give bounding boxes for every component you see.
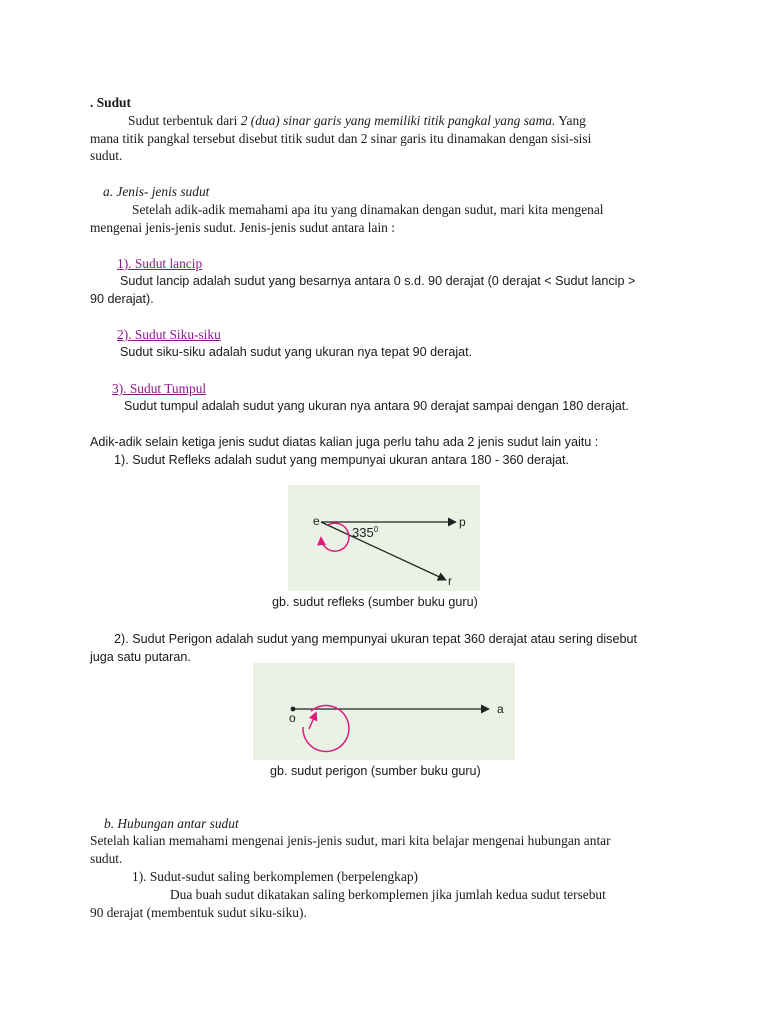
intro-text-c: Yang (555, 113, 586, 128)
intro-line-3: sudut. (90, 148, 123, 163)
perigon-angle-diagram (253, 663, 515, 760)
vertex-e-label: e (313, 514, 320, 528)
ray-p-label: p (459, 515, 466, 529)
subsection-b-p1: Setelah kalian memahami mengenai jenis-jenis sudut, mari kita belajar mengenai hubungan antar (90, 833, 611, 848)
fig2-caption: gb. sudut perigon (sumber buku guru) (270, 764, 481, 778)
perigon-arc-arrow (309, 713, 316, 729)
link-sudut-lancip[interactable]: 1). Sudut lancip (117, 256, 203, 271)
ray-r-label: r (448, 574, 452, 588)
reflex-angle-figure (288, 485, 480, 591)
fig1-caption: gb. sudut refleks (sumber buku guru) (272, 595, 478, 609)
subsection-a-p1: Setelah adik-adik memahami apa itu yang dinamakan dengan sudut, mari kita mengenal (132, 202, 604, 217)
perigon-desc-1: 2). Sudut Perigon adalah sudut yang mempunyai ukuran tepat 360 derajat atau sering disebut (114, 632, 637, 646)
komplemen-desc-1: Dua buah sudut dikatakan saling berkomplemen jika jumlah kedua sudut tersebut (170, 887, 606, 902)
subsection-b-p2: sudut. (90, 851, 123, 866)
lancip-desc-2: 90 derajat). (90, 292, 154, 306)
perigon-desc-2: juga satu putaran. (90, 650, 191, 664)
angle-value-label: $335^0$ (352, 525, 379, 540)
siku-desc-1: Sudut siku-siku adalah sudut yang ukuran nya tepat 90 derajat. (120, 345, 473, 359)
other-angles-intro: Adik-adik selain ketiga jenis sudut diatas kalian juga perlu tahu ada 2 jenis sudut lain yaitu : (90, 435, 599, 449)
subsection-b-heading: b. Hubungan antar sudut (104, 816, 239, 831)
refleks-desc: 1). Sudut Refleks adalah sudut yang mempunyai ukuran antara 180 - 360 derajat. (114, 453, 570, 467)
link-sudut-tumpul[interactable]: 3). Sudut Tumpul (112, 381, 207, 396)
subsection-a-p2: mengenai jenis-jenis sudut. Jenis-jenis sudut antara lain : (90, 220, 395, 235)
tumpul-desc-1: Sudut tumpul adalah sudut yang ukuran nya antara 90 derajat sampai dengan 180 derajat. (124, 399, 629, 413)
intro-line-2: mana titik pangkal tersebut disebut titik sudut dan 2 sinar garis itu dinamakan dengan sisi-sisi (90, 131, 592, 146)
lancip-desc-1: Sudut lancip adalah sudut yang besarnya antara 0 s.d. 90 derajat (0 derajat < Sudut lancip > (120, 274, 636, 288)
reflex-angle-diagram (288, 485, 480, 591)
intro-text-emphasis: 2 (dua) sinar garis yang memiliki titik pangkal yang sama. (240, 113, 556, 128)
intro-text-a: Sudut terbentuk dari (128, 113, 241, 128)
komplemen-desc-2: 90 derajat (membentuk sudut siku-siku). (90, 905, 307, 920)
link-sudut-siku-siku[interactable]: 2). Sudut Siku-siku (117, 327, 221, 342)
ray-a-label: a (497, 702, 504, 716)
vertex-o-label: o (289, 711, 296, 725)
intro-line-1 (128, 112, 586, 129)
komplemen-item: 1). Sudut-sudut saling berkomplemen (berpelengkap) (132, 869, 418, 884)
perigon-angle-figure (253, 663, 515, 760)
subsection-a-heading: a. Jenis- jenis sudut (103, 184, 210, 199)
section-title: . Sudut (90, 95, 131, 110)
reflex-arc (321, 523, 349, 551)
